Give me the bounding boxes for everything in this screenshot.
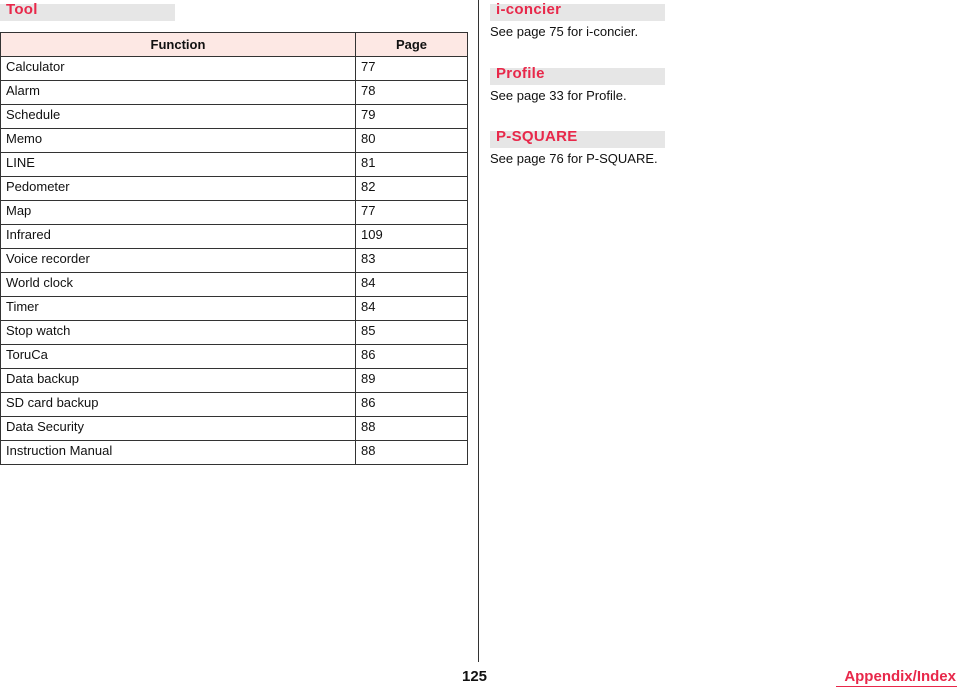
page-cell: 86 xyxy=(356,393,468,417)
table-row xyxy=(1,249,468,273)
function-cell: Schedule xyxy=(1,105,356,129)
section-title-tool: Tool xyxy=(6,1,38,18)
iconcier-description: See page 75 for i-concier. xyxy=(490,24,639,39)
page-cell: 82 xyxy=(356,177,468,201)
function-cell: Infrared xyxy=(1,225,356,249)
table-row xyxy=(1,345,468,369)
page-cell: 88 xyxy=(356,417,468,441)
page-cell: 89 xyxy=(356,369,468,393)
section-title-profile: Profile xyxy=(496,65,545,82)
function-cell: Memo xyxy=(1,129,356,153)
section-title-psquare: P-SQUARE xyxy=(496,128,578,145)
function-cell: SD card backup xyxy=(1,393,356,417)
page-cell: 84 xyxy=(356,297,468,321)
page-cell: 84 xyxy=(356,273,468,297)
page-cell: 83 xyxy=(356,249,468,273)
page-number: 125 xyxy=(462,668,488,685)
footer-underline xyxy=(836,686,957,687)
table-row xyxy=(1,177,468,201)
table-row xyxy=(1,57,468,81)
function-table xyxy=(0,32,468,465)
section-header-iconcier xyxy=(490,1,665,21)
function-cell: Calculator xyxy=(1,57,356,81)
page-cell: 85 xyxy=(356,321,468,345)
section-header-psquare xyxy=(490,128,665,148)
table-row xyxy=(1,393,468,417)
table-row xyxy=(1,297,468,321)
table-row xyxy=(1,201,468,225)
function-cell: Alarm xyxy=(1,81,356,105)
function-cell: Instruction Manual xyxy=(1,441,356,465)
function-cell: ToruCa xyxy=(1,345,356,369)
page-cell: 80 xyxy=(356,129,468,153)
column-header-page: Page xyxy=(356,33,468,57)
page-cell: 81 xyxy=(356,153,468,177)
page-cell: 88 xyxy=(356,441,468,465)
column-divider xyxy=(478,0,479,662)
function-cell: Pedometer xyxy=(1,177,356,201)
table-header-row xyxy=(1,33,468,57)
profile-description: See page 33 for Profile. xyxy=(490,88,627,103)
table-row xyxy=(1,153,468,177)
page-cell: 77 xyxy=(356,57,468,81)
page-cell: 77 xyxy=(356,201,468,225)
function-cell: Data Security xyxy=(1,417,356,441)
column-header-function: Function xyxy=(1,33,356,57)
function-cell: World clock xyxy=(1,273,356,297)
page-cell: 79 xyxy=(356,105,468,129)
psquare-description: See page 76 for P-SQUARE. xyxy=(490,151,658,166)
page-cell: 109 xyxy=(356,225,468,249)
function-cell: Map xyxy=(1,201,356,225)
function-cell: Data backup xyxy=(1,369,356,393)
function-cell: Stop watch xyxy=(1,321,356,345)
function-cell: Timer xyxy=(1,297,356,321)
table-row xyxy=(1,369,468,393)
function-cell: Voice recorder xyxy=(1,249,356,273)
section-header-profile xyxy=(490,65,665,85)
table-row xyxy=(1,321,468,345)
page-cell: 78 xyxy=(356,81,468,105)
table-row xyxy=(1,81,468,105)
page-cell: 86 xyxy=(356,345,468,369)
function-cell: LINE xyxy=(1,153,356,177)
section-header-tool xyxy=(0,1,175,21)
table-row xyxy=(1,273,468,297)
table-row xyxy=(1,129,468,153)
table-row xyxy=(1,225,468,249)
section-title-iconcier: i-concier xyxy=(496,1,562,18)
table-row xyxy=(1,105,468,129)
table-row xyxy=(1,441,468,465)
table-row xyxy=(1,417,468,441)
footer-section-label: Appendix/Index xyxy=(844,668,956,685)
